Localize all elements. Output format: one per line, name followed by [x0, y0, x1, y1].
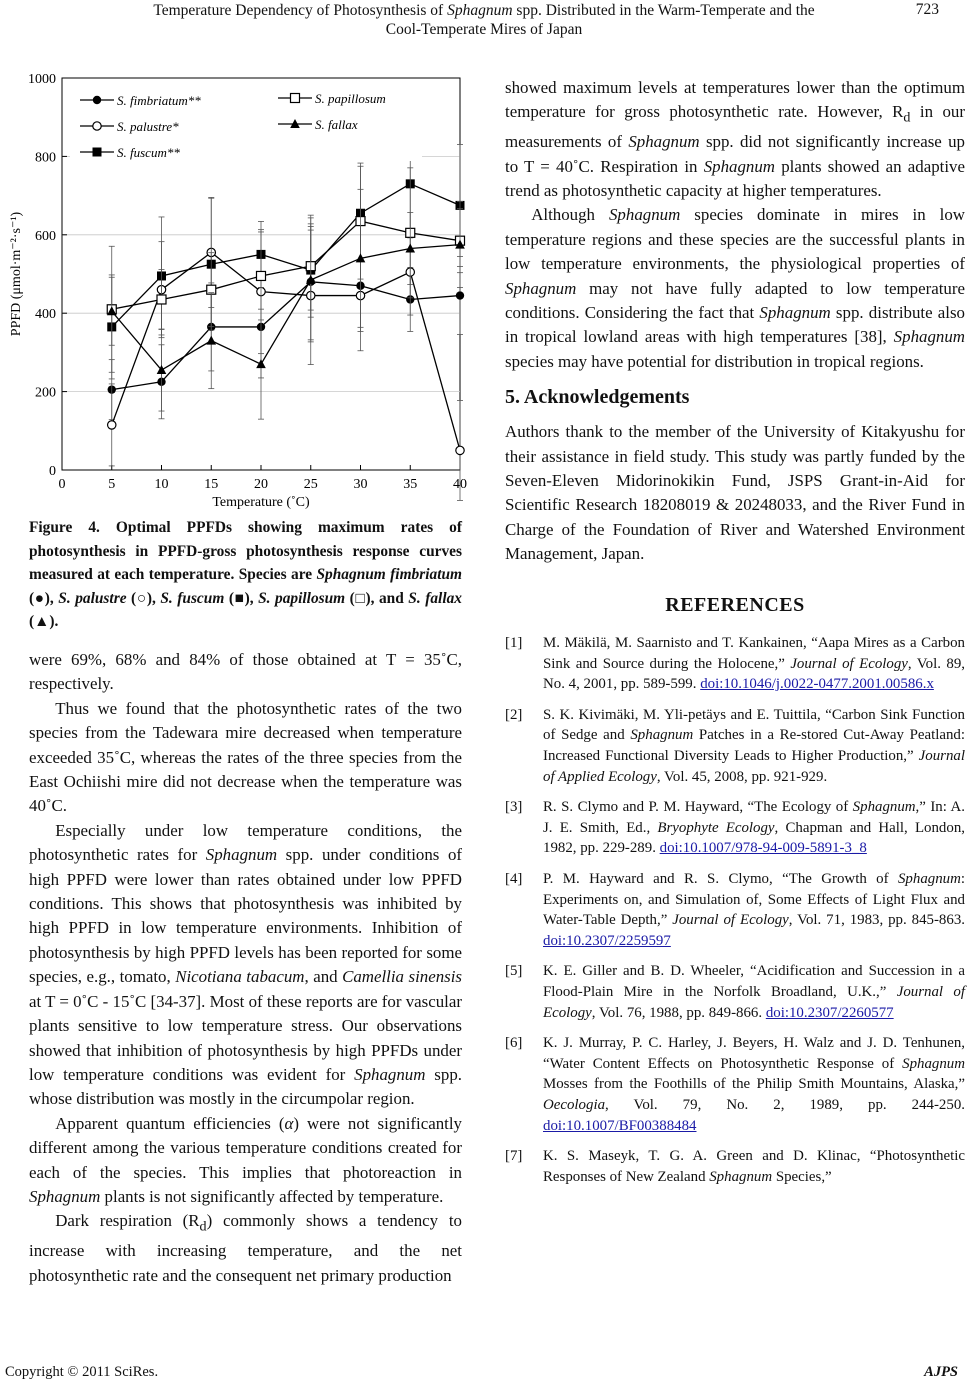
x-tick-label: 30 — [353, 477, 368, 492]
figure-caption: Figure 4. Optimal PPFDs showing maximum rates of photosynthesis in PPFD-gross photosynthesis response curves measured at each temperature. Species are Sphagnum fimbriatum (●), S. palustre (○), S. fuscum (■), S. papillosum (□), and S. fallax (▲). — [29, 519, 463, 631]
references-heading: REFERENCES — [665, 593, 805, 616]
data-point — [257, 271, 266, 280]
data-point — [456, 291, 464, 299]
data-point — [456, 446, 464, 454]
left-column — [29, 648, 462, 1288]
legend-marker — [291, 94, 300, 103]
paragraph: were 69%, 68% and 84% of those obtained at T = 35˚C, respectively. — [29, 650, 462, 694]
x-tick-label: 35 — [403, 477, 418, 492]
reference-item: [4] P. M. Hayward and R. S. Clymo, “The Growth of Sphagnum: Experiments on, and Simulation of, Some Effects of Light Flux and Water-Table Depth,” Journal of Ecology, Vol. 71, 1983, pp. 845-863. doi:10.2307/2259597 — [505, 871, 965, 949]
doi-link[interactable]: doi:10.1007/978-94-009-5891-3_8 — [659, 840, 867, 857]
legend-label: S. fuscum** — [117, 145, 180, 160]
x-tick-label: 0 — [58, 477, 66, 492]
chart-svg — [0, 60, 480, 510]
reference-item: [1] M. Mäkilä, M. Saarnisto and T. Kankainen, “Aapa Mires as a Carbon Sink and Source during the Holocene,” Journal of Ecology, Vol. 89, No. 4, 2001, pp. 589-599. doi:10.1046/j.0022-0477.2001.00586.x — [505, 635, 966, 693]
reference-item: [6] K. J. Murray, P. C. Harley, J. Beyers, H. Walz and J. D. Tenhunen, “Water Content Effects on Photosynthetic Response of Sphagnum Mosses from the Foothills of the Philip Smith Mountains, Alaska,” Oecologia, Vol. 79, No. 2, 1989, pp. 244-250. doi:10.1007/BF00388484 — [505, 1035, 965, 1134]
x-tick-label: 5 — [108, 477, 116, 492]
legend-marker — [93, 122, 101, 130]
footer-journal: AJPS — [924, 1364, 958, 1380]
x-axis-label: Temperature (˚C) — [212, 495, 310, 510]
paragraph: Dark respiration $(R_d)$ commonly shows a tendency to increase with increasing temperature, and the net photosynthetic rate and the consequent net primary production — [29, 1211, 462, 1285]
running-header-line-1: Temperature Dependency of Photosynthesis of Sphagnum spp. Distributed in the Warm-Temperate and the — [153, 2, 815, 19]
running-header-line-2: Cool-Temperate Mires of Japan — [385, 21, 583, 38]
x-tick-label: 10 — [154, 477, 169, 492]
paragraph: Although Sphagnum species dominate in mires in low temperature regions and these species are the successful plants in low temperature environments, the physiological properties of Sphagnum may not have fully adapted to low temperature conditions. Considering the fact that Sphagnum spp. distribute also in tropical lowland areas with high temperatures [38], Sphagnum species may have potential for distribution in tropical regions. — [505, 205, 965, 371]
y-tick-label: 200 — [35, 385, 56, 401]
paragraph: Especially under low temperature conditions, the photosynthetic rates for Sphagnum spp. under conditions of high PPFD were lower than rates obtained under low PPFD conditions. This shows that photosynthesis was inhibited by high PPFD in low temperature environments. Inhibition of photosynthesis by high PPFD levels has been reported for some species, e.g., tomato, Nicotiana tabacum, and Camellia sinensis at T = 0˚C - 15˚C [34-37]. Most of these reports are for vascular plants sensitive to low temperature stress. Our observations showed that inhibition of photosynthesis by high PPFDs under low temperature conditions was evident for Sphagnum spp. whose distribution was mostly in the circumpolar region. — [29, 820, 463, 1109]
reference-item: [2] S. K. Kivimäki, M. Yli-petäys and E. Tuittila, “Carbon Sink Function of Sedge and Sphagnum Patches in a Re-stored Cut-Away Peatland: Increased Functional Diversity Leads to Higher Production,” Journal of Applied Ecology, Vol. 45, 2008, pp. 921-929. — [505, 706, 965, 785]
right-column — [505, 76, 965, 1197]
y-tick-label: 800 — [35, 150, 56, 166]
legend-marker — [93, 148, 102, 157]
doi-link[interactable]: doi:10.2307/2260577 — [765, 1004, 894, 1021]
legend — [70, 84, 422, 161]
reference-item: [5] K. E. Giller and B. D. Wheeler, “Acidification and Succession in a Flood-Plain Mire in the Norfolk Broadland, U.K.,” Journal of Ecology, Vol. 76, 1988, pp. 849-866. doi:10.2307/2260577 — [505, 963, 965, 1021]
legend-label: S. papillosum — [315, 91, 386, 106]
legend-marker — [93, 96, 101, 104]
doi-link[interactable]: doi:10.2307/2259597 — [543, 932, 671, 949]
y-axis-label: PPFD (μmol·m⁻²·s⁻¹) — [9, 211, 24, 337]
legend-label: S. palustre* — [117, 119, 179, 134]
y-tick-label: 0 — [49, 464, 56, 479]
y-tick-label: 600 — [35, 228, 56, 244]
legend-label: S. fallax — [315, 117, 358, 132]
x-tick-label: 25 — [303, 477, 318, 492]
doi-link[interactable]: doi:10.1007/BF00388484 — [543, 1117, 697, 1134]
y-tick-label: 400 — [35, 307, 56, 323]
y-tick-label: 1000 — [28, 72, 56, 87]
doi-link[interactable]: doi:10.1046/j.0022-0477.2001.00586.x — [700, 676, 934, 693]
footer-copyright: Copyright © 2011 SciRes. — [5, 1364, 159, 1380]
reference-list — [505, 633, 965, 1187]
data-point — [157, 295, 166, 304]
reference-item: [3] R. S. Clymo and P. M. Hayward, “The Ecology of Sphagnum,” In: A. J. E. Smith, Ed., Bryophyte Ecology, Chapman and Hall, London, 1982, pp. 229-289. doi:10.1007/978-94-009-5891-3_8 — [505, 799, 965, 857]
x-tick-label: 40 — [453, 477, 467, 492]
section-heading: 5. Acknowledgements — [505, 386, 690, 409]
paragraph: Authors thank to the member of the University of Kitakyushu for their assistance in field study. This study was partly funded by the Seven-Eleven Midorinokikin Fund, JSPS Grant-in-Aid for Scientific Research 18208019 & 20248033, and the River Fund in Charge of the Foundation of River and Watershed Environment Management, Japan. — [505, 422, 965, 564]
reference-item: [7] K. S. Maseyk, T. G. A. Green and D. Klinac, “Photosynthetic Responses of New Zealand Sphagnum Species,” — [505, 1148, 965, 1185]
legend-label: S. fimbriatum** — [117, 93, 201, 108]
paragraph: Thus we found that the photosynthetic rates of the two species from the Tadewara mire decreased when temperature exceeded 35˚C, whereas the rates of the three species from the East Ochiishi mire did not decrease when the temperature was 40˚C. — [29, 698, 462, 816]
x-tick-label: 20 — [254, 477, 268, 492]
paragraph: Apparent quantum efficiencies (α) were not significantly different among the various temperature conditions created for each of the species. This implies that photoreaction in Sphagnum plants is not significantly affected by temperature. — [29, 1113, 462, 1206]
figure-4-chart — [0, 60, 480, 510]
paragraph: showed maximum levels at temperatures lower than the optimum temperature for gross photosynthetic rate. However, $R_d$ in our measurements of Sphagnum spp. did not significantly increase up to T = 40˚C. Respiration in Sphagnum plants showed an adaptive trend as photosynthetic capacity at higher temperatures. — [505, 78, 965, 200]
x-tick-label: 15 — [204, 477, 219, 492]
data-point — [108, 421, 116, 429]
page-number: 723 — [915, 1, 939, 18]
